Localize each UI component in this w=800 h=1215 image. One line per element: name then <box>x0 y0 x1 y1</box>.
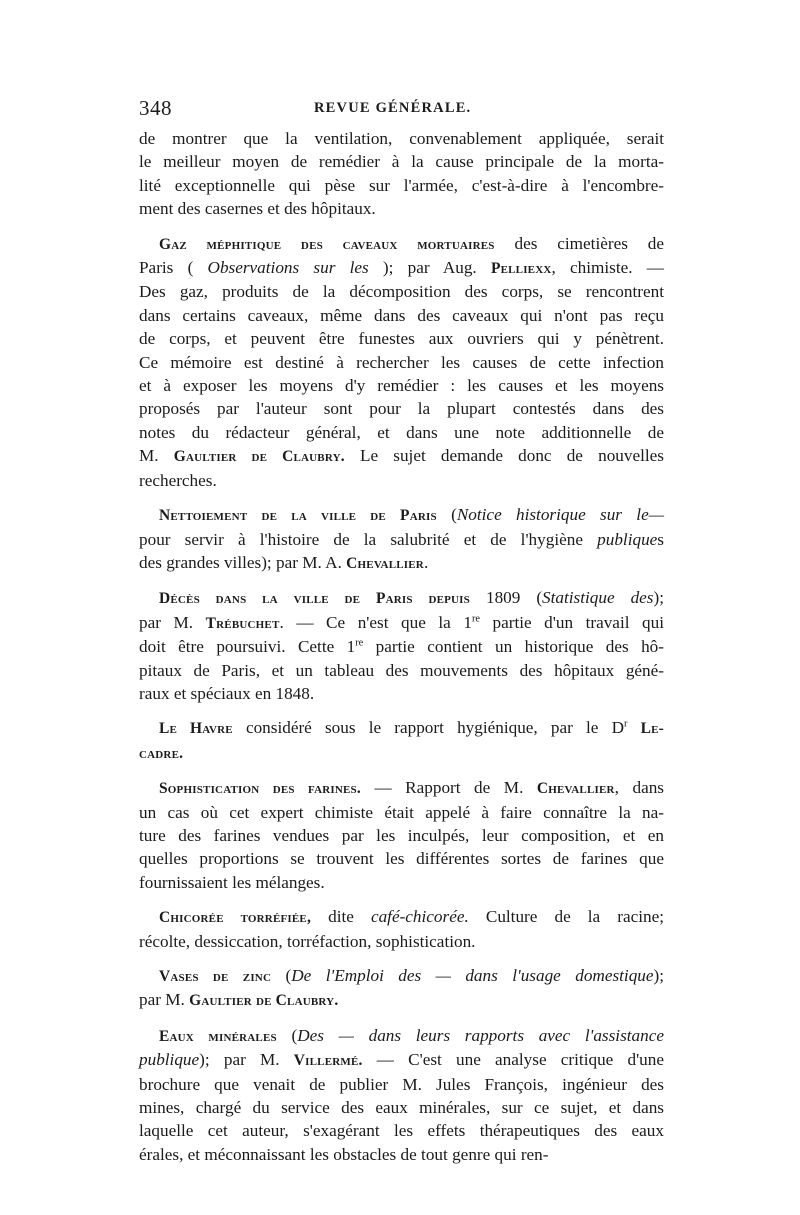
paragraph <box>139 127 664 221</box>
text-line: et à exposer les moyens d'y remédier : les causes et les moyens <box>139 376 664 396</box>
paragraph <box>139 905 664 953</box>
text-line: dans certains caveaux, même dans des caveaux qui n'ont pas reçu <box>139 305 664 325</box>
text-line: Eaux minérales (Des — dans leurs rapports avec l'assistance <box>159 1025 664 1045</box>
text-line: de montrer que la ventilation, convenablement appliquée, serait <box>139 129 664 148</box>
text-line: lité exceptionnelle qui pèse sur l'armée, c'est-à-dire à l'encombre- <box>139 175 664 195</box>
paragraph <box>139 776 664 894</box>
text-line: ture des farines vendues par les inculpés, leur composition, et en <box>139 825 664 845</box>
text-line: Gaz méphitique des caveaux mortuaires des cimetières de <box>159 233 664 253</box>
text-line: le meilleur moyen de remédier à la cause principale de la morta- <box>139 152 664 172</box>
paragraph <box>139 964 664 1013</box>
text-line: par M. Gaultier de Claubry. <box>139 990 339 1010</box>
text-line: Des gaz, produits de la décomposition des corps, se rencontrent <box>139 282 664 302</box>
paragraph <box>139 586 664 705</box>
article-body <box>139 127 664 1177</box>
text-line: publique); par M. Villermé. — C'est une analyse critique d'une <box>139 1050 664 1070</box>
text-line: Vases de zinc (De l'Emploi des — dans l'usage domestique); <box>159 966 665 985</box>
paragraph <box>139 1024 664 1166</box>
text-line: Ce mémoire est destiné à rechercher les causes de cette infection <box>139 352 664 372</box>
text-line: Sophistication des farines. — Rapport de M. Chevallier, dans <box>159 778 664 798</box>
paragraph <box>139 232 664 492</box>
text-line: récolte, dessiccation, torréfaction, sophistication. <box>139 931 476 951</box>
text-line: Le Havre considéré sous le rapport hygiénique, par le $D^r$ Le- <box>159 718 665 738</box>
text-line: raux et spéciaux en 1848. <box>139 683 315 703</box>
running-title: REVUE GÉNÉRALE. <box>314 100 472 116</box>
page-header <box>139 96 664 126</box>
text-line: Décès dans la ville de Paris depuis 1809 (Statistique des); <box>159 588 664 608</box>
text-line: Nettoiement de la ville de Paris (Notice historique sur le— <box>159 505 664 525</box>
text-line: recherches. <box>139 470 217 490</box>
text-line: notes du rédacteur général, et dans une note additionnelle de <box>139 422 664 442</box>
paragraph <box>139 716 664 765</box>
text-line: pitaux de Paris, et un tableau des mouvements des hôpitaux géné- <box>139 660 664 680</box>
text-line: des grandes villes); par M. A. Chevallier. <box>139 552 429 572</box>
text-line: doit être poursuivi. Cette 1re partie contient un historique des hô- <box>139 637 664 657</box>
text-line: ment des casernes et des hôpitaux. <box>139 199 376 219</box>
text-line: par M. Trébuchet. — Ce n'est que la 1re partie d'un travail qui <box>139 612 664 632</box>
text-line: de corps, et peuvent être funestes aux ouvriers qui y pénètrent. <box>139 329 664 349</box>
text-line: un cas où cet expert chimiste était appelé à faire connaître la na- <box>139 802 664 822</box>
text-line: fournissaient les mélanges. <box>139 872 325 892</box>
paragraph <box>139 503 664 575</box>
text-line: cadre. <box>139 744 184 762</box>
text-line: M. Gaultier de Claubry. Le sujet demande donc de nouvelles <box>139 446 664 466</box>
text-line: brochure que venait de publier M. Jules François, ingénieur des <box>139 1074 664 1094</box>
text-line: mines, chargé du service des eaux minérales, sur ce sujet, et dans <box>139 1098 664 1118</box>
text-line: Chicorée torréfiée, dite café-chicorée. Culture de la racine; <box>159 907 664 927</box>
text-line: laquelle cet auteur, s'exagérant les effets thérapeutiques des eaux <box>139 1121 664 1141</box>
text-line: quelles proportions se trouvent les différentes sortes de farines que <box>139 849 664 869</box>
text-line: pour servir à l'histoire de la salubrité et de l'hygiène publiques <box>139 529 664 549</box>
text-line: érales, et méconnaissant les obstacles de tout genre qui ren- <box>139 1144 549 1164</box>
text-line: proposés par l'auteur sont pour la plupart contestés dans des <box>139 399 664 419</box>
text-line: Paris ( Observations sur les ); par Aug. Pelliexx, chimiste. — <box>139 258 664 278</box>
page-number: 348 <box>139 96 172 120</box>
